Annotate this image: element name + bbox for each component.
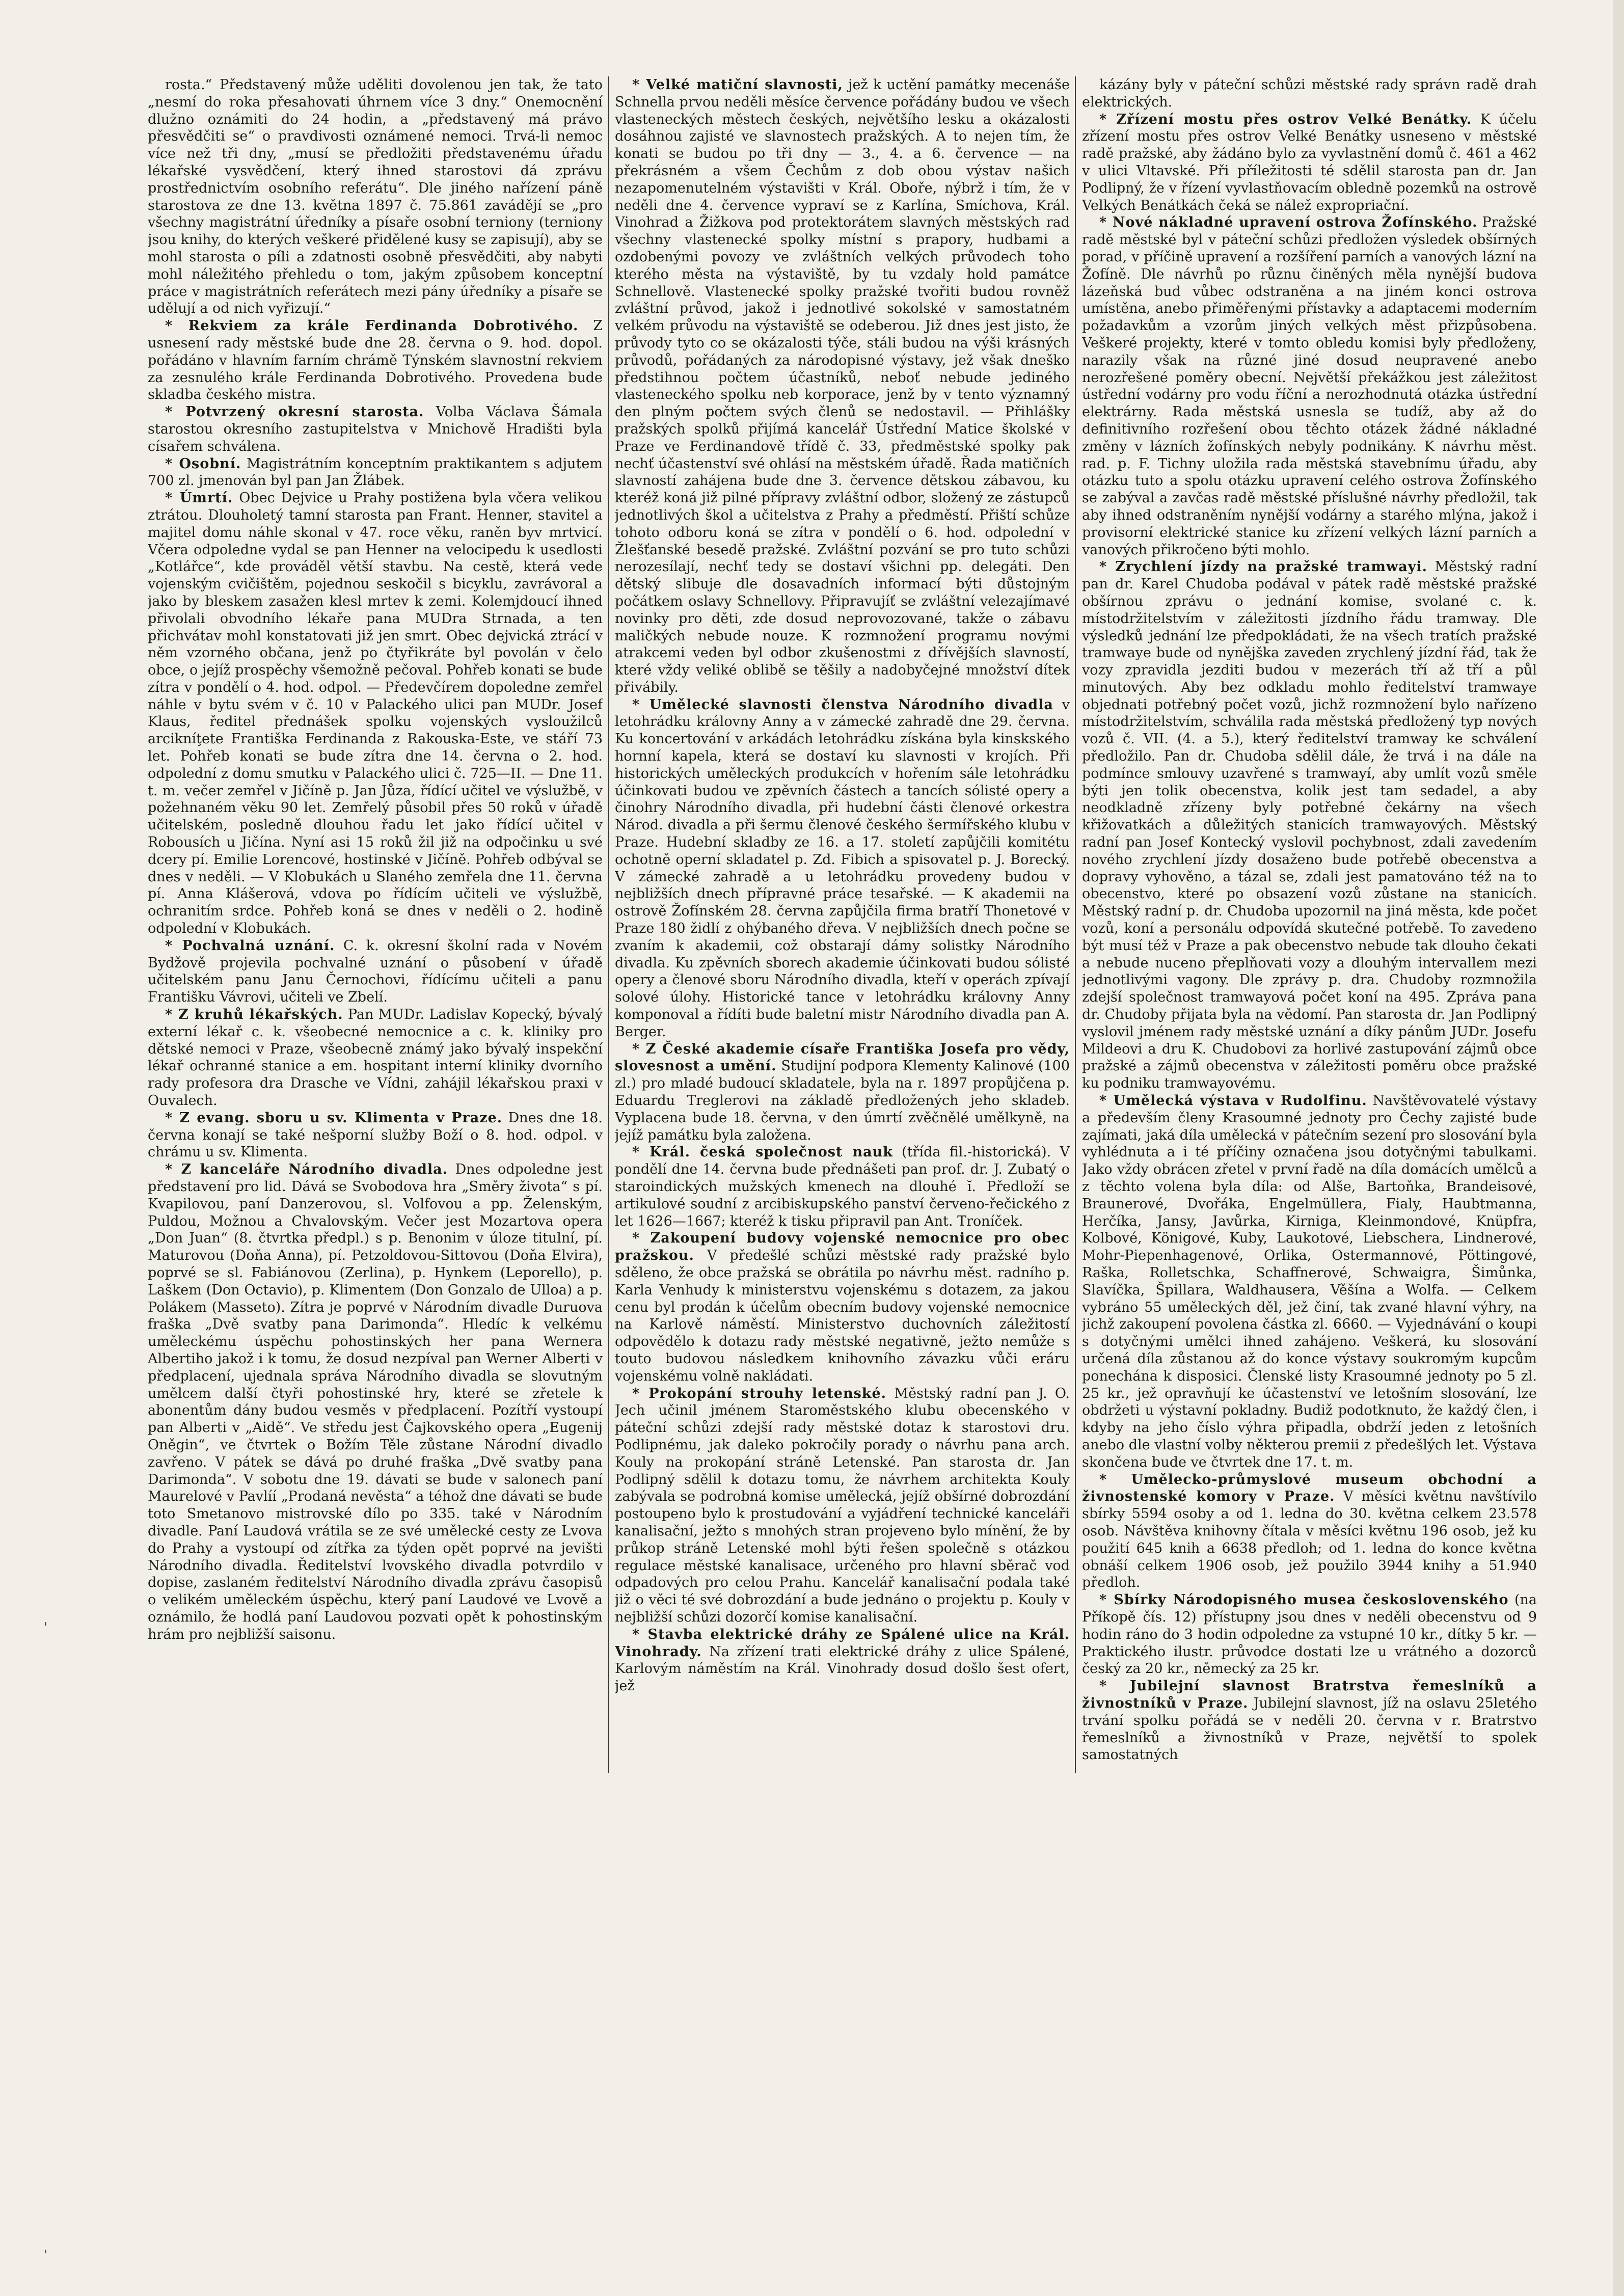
article-paragraph <box>148 76 603 317</box>
article-text: Studijní podpora Klementy Kalinové (100 zl.) pro mladé budoucí skladatele, byla na r. 1897 propůjčena p. Eduardu Treglerovi na základě předložených jeho skladeb. Vyplacena bude 18. června, v den úmrtí zvěčnělé umělkyně, na jejíž památku byla založena. <box>615 1058 1070 1143</box>
margin-mark: ' <box>44 2248 48 2263</box>
column-2 <box>615 76 1070 2221</box>
article-headline: * Z evang. sboru u sv. Klimenta v Praze. <box>165 1110 503 1126</box>
article-paragraph <box>615 1230 1070 1385</box>
column-1 <box>148 76 603 2221</box>
article-text: Pan MUDr. Ladislav Kopecký, bývalý externí lékař c. k. všeobecné nemocnice a c. k. kliniky pro dětské nemoci v Praze, všeobecně známý jako bývalý inspekční lékař ochranné stanice a em. hospitant interní kliniky dvorního rady profesora dra Drasche ve Vídni, zahájil lékařskou praxi v Ouvalech. <box>148 1007 603 1109</box>
article-text: jež k uctění památky mecenáše Schnella prvou neděli měsíce července pořádány budou ve všech vlasteneckých městech českých, největšího lesku a okázalosti dosáhnou zajisté ve slavnostech pražských. A to nejen tím, že konati se budou po tři dny — 3., 4. a 6. července — na překrásném a všem Čechům z dob obou výstav našich nezapomenutelném výstavišti v Král. Oboře, nýbrž i tím, že v neděli dne 4. července vypraví se z Karlína, Smíchova, Král. Vinohrad a Žižkova pod protektorátem slavných městských rad všechny vlastenecké spolky místní s prapory, hudbami a ozdobenými povozy ve zvláštních velkých průvodech toho kterého města na výstaviště, by tu vzdaly hold památce Schnellově. Vlastenecké spolky pražské tvořiti budou rovněž zvláštní průvod, jakož i jednotlivé sokolské v samostatném velkém průvodu na výstaviště se odeberou. Již dnes jest jisto, že průvody tyto co se okázalosti týče, stáli budou na výši krásných průvodů, pořádaných za národopisné výstavy, jež však dneško předstihnou počtem účastníků, neboť nebude jediného vlasteneckého spolku neb korporace, jenž by v tento významný den plným počtem svých členů se nedostavil. — Přihlášky pražských spolků přijímá kancelář Ústřední Matice školské v Praze ve Ferdinandově třídě č. 33, předměstské spolky pak nechť účastenství své ohlásí na městském úřadě. Řada matičních slavností zahájena bude dne 3. července dětskou zábavou, ku kteréž koná již pilné přípravy zvláštní odbor, složený ze zástupců jednotlivých škol a učitelstva z Prahy a předměstí. Přiští schůze tohoto odboru koná se zítra v pondělí o 6. hod. odpolední v Žlešťanské besedě pražské. Zvláštní pozvání se pro tuto schůzi nerozesílají, nechť tedy se dostaví všichni pp. delegáti. Den dětský slibuje dle dosavadních informací býti důstojným počátkem oslavy Schnellovy. Připravujíť se zvláštní velezajímavé novinky pro děti, zde dosud neprovozované, takže o zábavu maličkých nebude nouze. K rozmnožení programu novými atrakcemi veden byl odbor zkušenostmi z dřívějších slavností, které vždy veliké oblibě se těšily a nadobyčejné množství dítek přivábily. <box>615 77 1070 695</box>
article-text: Na zřízení trati elektrické dráhy z ulice Spálené, Karlovým náměstím na Král. Vinohrady dosud došlo šest ofert, jež <box>615 1643 1070 1694</box>
article-text: Obec Dejvice u Prahy postižena byla včera velikou ztrátou. Dlouholetý tamní starosta pan Frant. Henner, stavitel a majitel domu náhle skonal v 47. roce věku, raněn byv mrtvicí. Včera odpoledne vydal se pan Henner na velocipedu k usedlosti „Kotlářce“, kde prováděl větší stavbu. Na cestě, která vede vojenským cvičištěm, pojednou seskočil s bicyklu, zavrávoral a jako by bleskem zasažen klesl mrtev k zemi. Kolemjdoucí ihned přivolali obvodního lékaře pana MUDra Strnada, a ten přichvátav mohl konstatovati již jen smrt. Obec dejvická ztrácí v něm vzorného občana, jenž po čtyřikráte byl povolán v čelo obce, o jejíž prospěchy všemožně pečoval. Pohřeb konati se bude zítra v pondělí o 4. hod. odpol. — Předevčírem dopoledne zemřel náhle v bytu svém v č. 10 v Palackého ulici pan MUDr. Josef Klaus, ředitel přednášek spolku vojenských vysloužilců arcikníţete Františka Ferdinanda z Rakouska-Este, ve stáří 73 let. Pohřeb konati se bude zítra dne 14. června o 2. hod. odpolední z domu smutku v Palackého ulici č. 725—II. — Dne 11. t. m. večer zemřel v Jičíně p. Jan Jůza, řídící učitel ve výslužbě, v požehnaném věku 90 let. Zemřelý působil přes 50 roků v úřadě učitelském, posledně dlouhou řadu let jako řídící učitel v Robousích u Jičína. Nyní asi 15 roků žil již na odpočinku u své dcery pí. Emilie Lorencové, hostinské v Jičíně. Pohřeb odbýval se dnes v neděli. — V Klobukách u Slaného zemřela dne 11. června pí. Anna Klášerová, vdova po řídícím učiteli ve výslužbě, ochranitím srdce. Pohřeb koná se dnes v neděli o 2. hodině odpolední v Klobukách. <box>148 490 603 937</box>
margin-mark: ' <box>44 1620 48 1635</box>
newspaper-page <box>148 76 1537 2221</box>
article-paragraph <box>148 1161 603 1643</box>
article-text: Navštěvovatelé výstavy a především členy Krasoumné jednoty pro Čechy zajisté bude zajímati, jaká díla umělecká v pátečním sezení pro slosování byla vyhlédnuta a i té příčiny označena jsou dotyčnými tabulkami. Jako vždy obrácen zřetel v první řadě na díla domácích umělců a z těchto volena byla díla: od Alše, Bartoňka, Brandeisové, Braunerové, Dvořáka, Engelmüllera, Fialy, Haubtmanna, Herčíka, Jansy, Javůrka, Kirnigа, Kleinmondové, Knüpfra, Kolbové, Königové, Kuby, Laukotové, Liebschera, Lindnerové, Mohr-Piepenhagenové, Orlika, Ostermannové, Pöttingové, Raška, Rolletschka, Schaffnerové, Schwaigra, Šimůnka, Slavíčka, Špillara, Waldhausera, Věšína a Wolfa. — Celkem vybráno 55 uměleckých děl, jež činí, tak zvané hlavní výhry, na jichž zakoupení povolena částka zl. 6660. — Vyjednávání o koupi s dotyčnými umělci ihned zahájeno. Veškerá, ku slosování určená díla zůstanou až do konce výstavy soukromým kupcům ponechána k disposici. Členské listy Krasoumné jednoty po 5 zl. 25 kr., jež opravňují ke účastenství ve letošním slosování, lze obdržeti u výstavní pokladny. Budiž podotknuto, že každý člen, i kdyby na jeho číslo výhra připadla, obdrží jeden z letošních anebo dle vlastní volby některou premii z předešlých let. Výstava skončena bude ve čtvrtek dne 17. t. m. <box>1082 1093 1537 1470</box>
article-headline: * Zrychlení jízdy na pražské tramwayi. <box>1099 559 1428 575</box>
article-paragraph <box>148 317 603 403</box>
article-text: K účelu zřízení mostu přes ostrov Velké Benátky usneseno v městské radě pražské, aby žádáno bylo za vyvlastnění domů č. 461 a 462 v ulici Vltavské. Při příležitosti té sdělil starosta pan dr. Jan Podlipný, že v řízení vyvlastňovacím obledně pozemků na ostrově Velkých Benátkách čeká se nálež expropriační. <box>1082 111 1537 213</box>
column-rule <box>608 76 609 1773</box>
article-headline: * Z kanceláře Národního divadla. <box>165 1161 448 1178</box>
article-paragraph <box>1082 1591 1537 1678</box>
article-text: v letohrádku královny Anny a v zámecké zahradě dne 29. června. Ku koncertování v arkádách letohrádku získána byla kinskského hornní kapela, která se dostaví ku slavnosti v krojích. Při historických uměleckých produkcích v hořením sále letohrádku účinkovati budou ve zpěvních částech a tancích sólisté opery a činohry Národního divadla, při hudební části členové orkestra Národ. divadla a při šermu členové českého šermířského klubu v Praze. Hudební skladby ze 16. a 17. století zapůjčili komitétu ochotně operní skladatel p. Zd. Fibich a spisovatel p. J. Borecký. V zámecké zahradě a u letohrádku provedeny budou v nejbližších dnech přípravné práce tesařské. — K akademii na ostrově Žofínském 28. června zapůjčila firma bratří Thonetové v Praze 180 židlí z ohýbaného dřeva. V nejbližších dnech počne se zvaním k akademii, což obstarají dámy solistky Národního divadla. Ku zpěvních sborech akademie účinkovati budou sólisté opery a členové sboru Národního divadla, kteří v operách zpívají solové úlohy. Historické tance v letohrádku královny Anny komponoval a řídíti bude baletní mistr Národního divadla pan A. Berger. <box>615 696 1070 1040</box>
article-text: Pražské radě městské byl v páteční schůzi předložen výsledek obšírných porad, v příčině upravení a rozšíření parních a vanových lázní na Žofíně. Dle návrhů po různu činěných měla nynější budova lázeňská bud vůbec odstraněna a na jiném konci ostrova umístěna, anebo přiměřenými přístavky a adaptacemi moderním požadavkům a vzorům jiných velkých měst přizpůsobena. Veškeré projekty, které v tomto obledu komisi byly předloženy, narazily však na různé jiné dosud neupravené anebo nerozřešené poměry obecní. Největší překážkou jest záležitost ústřední vodárny pro vodu říční a nerozhodnutá otázka ústřední elektrárny. Rada městská usnesla se tudíž, aby až do definitivního rozřešení obou těchto otázek žádné nákladné změny v lázních žofínských nebyly podnikány. K návrhu měst. rad. p. F. Tichny uložila rada městská stavebnímu úřadu, aby otázku tuto a spolu otázku upravení celého ostrova Žofínského se zabýval a zavčas radě městské příslušné návrhy předložil, tak aby ihned odstraněním nynější vodárny a starého mlýna, jakož i provisorní elektrické stanice ku zřízení velkých lázní parních a vanových přikročeno býti mohlo. <box>1082 214 1537 558</box>
article-paragraph <box>615 696 1070 1041</box>
article-headline: * Sbírky Národopisného musea československého <box>1099 1592 1509 1608</box>
article-paragraph <box>148 455 603 490</box>
article-headline: * Rekviem za krále Ferdinanda Dobrotivého. <box>165 318 579 334</box>
article-headline: * Zřízení mostu přes ostrov Velké Benátky. <box>1099 111 1472 127</box>
article-paragraph <box>1082 214 1537 558</box>
article-text: Jubilejní slavnost, jíž na oslavu 25letého trvání spolku pořádá se v neděli 20. června v r. Bratrstvo řemeslníků a živnostníků v Praze, největší to spolek samostatných <box>1082 1695 1537 1763</box>
article-text: (na Příkopě čís. 12) přístupny jsou dnes v neděli obecenstvu od 9 hodin ráno do 3 hodin odpoledne za vstupné 10 kr., dítky 5 kr. — Praktického ilustr. průvodce dostati lze u vrátného a dozorců český za 20 kr., německý za 25 kr. <box>1082 1592 1537 1677</box>
article-text: Městský radní pan dr. Karel Chudoba podával v pátek radě městské pražské obšírnou zprávu o jednání komise, svolané c. k. místodržitelstvím v záležitosti jízdního řádu tramway. Dle výsledků jednání lze předpokládati, že na všech tratích pražské tramwaye bude od nynějška zaveden zrychlený jízdní řád, tak že vozy zpravidla jezditi budou v mezerách tří až tří a půl minutových. Aby bez odkladu mohlo ředitelství tramwaye objednati potřebný počet vozů, jichž rozmnožení bylo nařízeno místodržitelstvím, schválila rada městská předložený typ nových vozů č. VII. (4. a 5.), který ředitelství tramway ke schválení předložilo. Pan dr. Chudoba sdělil dále, že trvá i na dále na podmínce smlouvy uzavřené s tramwayí, aby umlít vozů směle býti jen tolik obecenstva, kolik jest tam sedadel, a aby neodkladně zřízeny byly potřebné čekárny na všech křižovatkách a důležitých stanicích tramwayových. Městský radní pan Josef Kontecký vyslovil pochybnost, zdali zavedením nového zrychlení jízdy dosaženo bude potřebě obecenstva a dopravy vyhověno, a tázal se, zdali jest pamatováno též na to obecenstvo, které po obsazení vozů zůstane na stanicích. Městský radní p. dr. Chudoba upozornil na jiná města, kde počet vozů, koní a personálu odpovídá skutečné potřebě. To zavedeno být musí též v Praze a pak obecenstvo nebude tak dlouho čekati a nebude nuceno přeplňovati vozy a dlouhým intervallem mezi jednotlivými vagony. Dle zprávy p. dra. Chudoby rozmnožila zdejší společnost tramwayová počet koní na 495. Zpráva pana dr. Chudoby přijata byla na vědomí. Pan starosta dr. Jan Podlipný vyslovil jménem rady městské uznání a díky pánům JUDr. Josefu Mildeovi a dru K. Chudobovi za horlivé zastupování zájmů obce pražské a zájmů obecenstva v záležitosti poměru obce pražské ku podniku tramwayovému. <box>1082 559 1537 1092</box>
article-text: Z usnesení rady městské bude dne 28. června o 9. hod. dopol. pořádáno v hlavním farním chrámě Týnském slavnostní rekviem za zesnulého krále Ferdinanda Dobrotivého. Provedena bude skladba českého mistra. <box>148 318 603 403</box>
article-paragraph <box>615 1144 1070 1230</box>
article-paragraph <box>148 490 603 937</box>
article-paragraph <box>148 1110 603 1161</box>
article-headline: * Umělecko-průmyslové museum obchodní a živnostenské komory v Praze. <box>1082 1471 1537 1505</box>
article-text: Dnes odpoledne jest představení pro lid. Dává se Svobodova hra „Směry života“ s pí. Kvapilovou, paní Danzerovou, sl. Volfovou a pp. Želenským, Puldou, Možnou a Chvalovským. Večer jest Mozartova opera „Don Juan“ (8. čtvrtka předpl.) s p. Benonim v úloze titulní, pí. Maturovou (Doňa Anna), pí. Petzoldovou-Sittovou (Doňa Elvira), poprvé se sl. Fabiánovou (Zerlina), p. Hynkem (Leporello), p. Laškem (Don Octavio), p. Klimentem (Don Gonzalo de Ulloa) a p. Polákem (Masseto). Zítra je poprvé v Národním divadle Duruova fraška „Dvě svatby pana Darimonda“. Hledíc k velkému uměleckému úspěchu pohostinských her pana Wernera Albertiho jakož i k tomu, že dosud nezpíval pan Werner Alberti v předplacení, ujednala správa Národního divadla se slovutným umělcem další čtyři pohostinské hry, které se zřetele k abonentům dány budou vesměs v předplacení. Pozítří vystoupí pan Alberti v „Aidě“. Ve středu jest Čajkovského opera „Eugenij Oněgin“, ve čtvrtek o Božím Těle zůstane Národní divadlo zavřeno. V pátek se dává po druhé fraška „Dvě svatby pana Darimonda“. V sobotu dne 19. dávati se bude v salonech paní Maurelové v Pavlíí „Prodaná nevěsta“ a téhož dne dávati se bude toto Smetanovo mistrovské dílo po 335. také v Národním divadle. Paní Laudová vrátila se ze své umělecké cesty ze Lvova do Prahy a vystoupí od zítřka za týden opět poprvé na jevišti Národního divadla. Ředitelství lvovského divadla potvrdilo v dopise, zaslaném ředitelství Národního divadla zprávu časopisů o velikém uměleckém úspěchu, který paní Laudové ve Lvově a oznámilo, že hodlá paní Laudovou pozvati opět k pohostinským hrám pro nejbližší saisonu. <box>148 1161 603 1642</box>
article-text: Magistrátním konceptním praktikantem s adjutem 700 zl. jmenován byl pan Jan Žlábek. <box>148 455 603 489</box>
article-paragraph <box>615 76 1070 696</box>
article-paragraph <box>615 1626 1070 1695</box>
article-paragraph <box>148 937 603 1006</box>
article-paragraph <box>1082 111 1537 214</box>
article-paragraph <box>615 1385 1070 1626</box>
article-text: (třída fil.-historická). V pondělí dne 14. června bude přednášeti pan prof. dr. J. Zubatý o staroindických mužských kmenech na dlouhé ĭ. Předloží se artikulové soudní z arcibiskupského panství červeno-řečického z let 1626—1667; kteréž k tisku připravil pan Ant. Troníček. <box>615 1144 1070 1229</box>
article-paragraph <box>1082 558 1537 1092</box>
article-paragraph <box>1082 1092 1537 1471</box>
article-paragraph <box>1082 76 1537 111</box>
article-text: rosta.“ Představený může uděliti dovolenou jen tak, že tato „nesmí do roka přesahovati úhrnem více 3 dny.“ Onemocnění dlužno oznámiti do 24 hodin, a „představený má právo přesvědčiti se“ o pravdivosti oznámené nemoci. Trvá-li nemoc více než tři dny, „musí se předložiti představenému úřadu lékařské vysvědčení, který ihned starostovi dá zprávu prostřednictvím osobního referátu“. Dle jiného nařízení páně starostova ze dne 13. května 1897 č. 75.861 zavádějí se „pro všechny magistrátní úředníky a písaře osobní terniony (terniony jsou knihy, do kterých veškeré přidělené kusy se zapisují), aby se mohl starosta o píli a zdatnosti osobně přesvědčiti, aby nabyti mohl náležitého přehledu o tom, jakým způsobem konceptní práce v magistrátních referátech mezi pány úředníky a písaře se udělují a od nich vyřizují.“ <box>148 77 603 317</box>
article-headline: * Umělecká výstava v Rudolfinu. <box>1099 1093 1367 1109</box>
article-headline: * Pochvalná uznání. <box>165 937 335 954</box>
article-headline: * Jubilejní slavnost Bratrstva řemeslníků a živnostníků v Praze. <box>1082 1678 1537 1711</box>
column-rule <box>1075 76 1076 1773</box>
article-headline: * Zakoupení budovy vojenské nemocnice pro obec pražskou. <box>615 1230 1070 1264</box>
article-headline: * Úmrtí. <box>165 490 233 506</box>
article-text: kázány byly v páteční schůzi městské rady správn radě drah elektrických. <box>1082 77 1537 110</box>
article-headline: * Umělecké slavnosti členstva Národního divadla <box>632 696 1053 713</box>
page-edge <box>1613 0 1624 2296</box>
column-3 <box>1082 76 1537 2221</box>
article-headline: * Stavba elektrické dráhy ze Spálené ulice na Král. Vinohrady. <box>615 1626 1070 1660</box>
article-headline: * Velké matiční slavnosti, <box>632 77 843 93</box>
article-headline: * Z kruhů lékařských. <box>165 1007 343 1023</box>
article-text: Dnes dne 18. června konají se také nešporní služby Boží o 8. hod. odpol. v chrámu u sv. Klimenta. <box>148 1110 603 1160</box>
article-text: V měsíci květnu navštívilo sbírky 5594 osoby a od 1. ledna do 30. května celkem 23.578 osob. Návštěva knihovny čítala v měsíci květnu 196 osob, jež ku použití 645 knih a 6638 předloh; od 1. ledna do konce května obnáší celkem 1906 osob, jež použilo 3944 knihy a 51.940 předloh. <box>1082 1489 1537 1591</box>
article-text: V předešlé schůzi městské rady pražské bylo sděleno, že obce pražská se obrátila po návrhu měst. radního p. Karla Venhudy k ministerstvu vojenskému s dotazem, za jakou cenu byl prodán k účelům obecním budovy vojenské nemocnice na Karlově náměstí. Ministerstvo duchovních záležitostí odpovědělo k dotazu rady městské negativně, ježto nemůže s touto budovou následkem knihovního závazku vůči eráru vojenskému volně nakládati. <box>615 1248 1070 1384</box>
article-paragraph <box>1082 1678 1537 1764</box>
article-headline: * Z České akademie císaře Františka Josefa pro vědy, slovesnost a umění. <box>615 1041 1070 1074</box>
article-paragraph <box>1082 1471 1537 1592</box>
article-paragraph <box>148 403 603 455</box>
article-paragraph <box>615 1041 1070 1144</box>
article-headline: * Nové nákladné upravení ostrova Žofínského. <box>1099 214 1478 231</box>
article-text: C. k. okresní školní rada v Novém Bydžově projevila pochvalné uznání o působení v úřadě učitelském panu Janu Černochovi, řídícímu učiteli a panu Františku Vávrovi, učiteli ve Zbelí. <box>148 937 603 1006</box>
article-paragraph <box>148 1006 603 1110</box>
article-text: Volba Václava Šámala starostou okresního zastupitelstva v Mnichově Hradišti byla císařem schválena. <box>148 404 603 454</box>
article-text: Městský radní pan J. O. Jech učinil jménem Staroměstského klubu obecenského v páteční schůzi zdejší rady městské dotaz k starostovi dru. Podlipnému, jak daleko pokročily porady o návrhu pana arch. Kouly na prokopání stráně Letenské. Pan starosta dr. Jan Podlipný sdělil k dotazu tomu, že návrhem architekta Kouly zabývala se podrobná komise umělecká, jejíž obšírné dobrozdání postoupeno bylo k prostudování a vyjádření technické kanceláři kanalisační, ježto s mnohých stran projeveno bylo mínění, že by průkop stráně Letenské mohl býti řešen společně s otázkou regulace městské kanalisace, určeného pro hlavní sběrač vod odpadových pro celou Prahu. Kancelář kanalisační podala také již o věci té své dobrozdání a bude jednáno o projektu p. Kouly v nejbližší schůzi dozorčí komise kanalisační. <box>615 1385 1070 1625</box>
article-headline: * Osobní. <box>165 455 241 472</box>
article-headline: * Král. česká společnost nauk <box>632 1144 893 1160</box>
article-headline: * Prokopání strouhy letenské. <box>632 1385 887 1401</box>
article-headline: * Potvrzený okresní starosta. <box>165 404 424 420</box>
